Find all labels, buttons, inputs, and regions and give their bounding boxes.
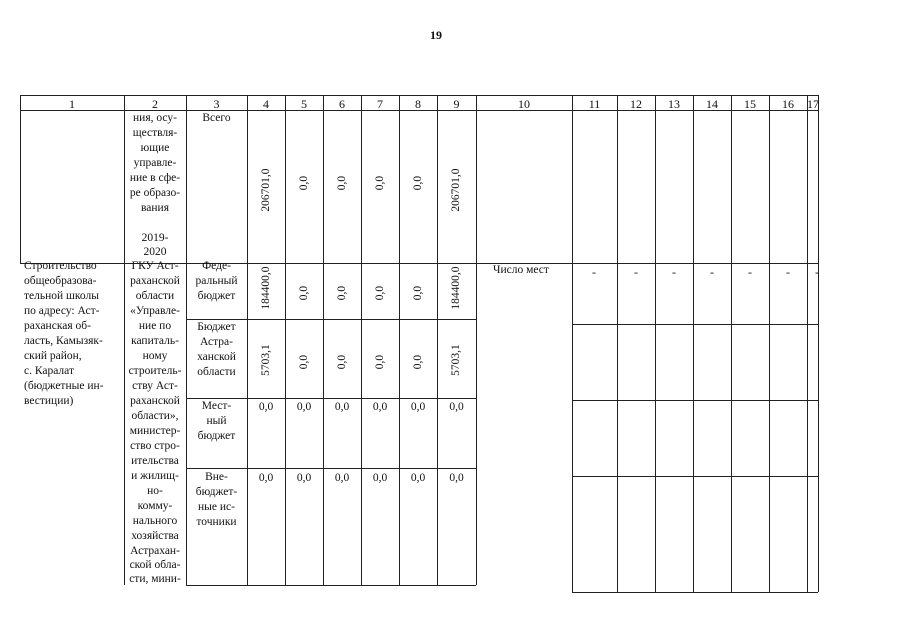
value-cell: 0,0: [412, 285, 424, 301]
col-border-17: [807, 95, 808, 592]
text-line: «Управле-: [130, 305, 180, 317]
header-cell: 2: [152, 97, 158, 111]
value-cell: 206701,0: [260, 168, 272, 212]
text-line: ние по: [138, 320, 172, 332]
text-line: нального: [132, 515, 178, 527]
text-line: Астра-: [200, 336, 233, 348]
value-cell: 0,0: [336, 175, 348, 191]
header-cell: 7: [377, 97, 383, 111]
indicator-value: -: [786, 265, 790, 279]
text-line: Мест-: [201, 400, 232, 412]
text-line: раханской: [130, 275, 180, 287]
value-cell: 0,0: [410, 472, 426, 484]
text-line: общеобразова-: [24, 275, 97, 287]
header-cell: 11: [588, 97, 601, 111]
col-border-10: [476, 95, 477, 585]
value-cell: 5703,1: [260, 344, 272, 376]
text-line: бюджет: [197, 290, 236, 302]
text-line: и жилищ-: [131, 470, 179, 482]
header-cell: 1: [69, 97, 75, 111]
text-line: но-: [147, 485, 163, 497]
value-cell: 0,0: [258, 401, 274, 413]
col-border-4: [247, 95, 248, 585]
value-cell: 0,0: [372, 472, 388, 484]
text-line: Астрахан-: [130, 545, 180, 557]
text-line: ГКУ Аст-: [131, 260, 179, 272]
text-line: ния, осу-: [133, 112, 177, 124]
value-cell: 0,0: [298, 354, 310, 370]
page-number: 19: [430, 28, 442, 42]
text-line: сти, мини-: [129, 573, 181, 585]
header-cell: 15: [744, 97, 756, 111]
text-line: по адресу: Аст-: [24, 305, 100, 317]
value-cell: 0,0: [449, 401, 464, 413]
col-border-7: [361, 95, 362, 585]
text-line: строитель-: [128, 365, 182, 377]
row-divider-local: [186, 468, 476, 469]
value-cell: 0,0: [298, 175, 310, 191]
text-line: Вне-: [205, 471, 228, 483]
header-cell: 4: [263, 97, 269, 111]
header-cell: 10: [518, 97, 530, 111]
value-cell: 206701,0: [450, 168, 462, 212]
text-line: бюджет-: [195, 486, 238, 498]
text-line: вестиции): [24, 395, 74, 407]
text-line: управле-: [133, 157, 177, 169]
col-border-right: [818, 95, 819, 592]
col-border-9: [437, 95, 438, 585]
header-cell: 3: [213, 97, 220, 111]
text-line: ние в сфе-: [129, 172, 181, 184]
header-cell: 8: [415, 97, 421, 111]
text-line: Бюджет: [197, 321, 236, 333]
value-cell: 0,0: [374, 175, 386, 191]
value-cell: 0,0: [449, 472, 464, 484]
text-line: ющие: [140, 142, 170, 154]
row-divider-federal-right: [572, 324, 818, 325]
col-border-15: [731, 95, 732, 592]
table-bottom-right: [572, 592, 818, 593]
table-bottom-mid: [186, 585, 476, 586]
text-line: министер-: [129, 425, 181, 437]
col-border-11: [572, 95, 573, 592]
col-border-13: [655, 95, 656, 592]
text-line: раханской: [130, 395, 180, 407]
value-cell: 0,0: [334, 401, 350, 413]
text-line: 2019-: [141, 232, 169, 244]
text-line: комму-: [137, 500, 173, 512]
row-divider-local-right: [572, 476, 818, 477]
header-cell: 14: [706, 97, 718, 111]
text-line: ский район,: [24, 350, 82, 362]
text-line: вания: [141, 202, 169, 214]
indicator-label: Число мест: [493, 264, 549, 276]
value-cell: 0,0: [296, 401, 312, 413]
text-line: области»,: [131, 410, 179, 422]
text-line: хозяйства: [131, 530, 179, 542]
table-top-border: [20, 95, 818, 96]
text-line: ральный: [195, 275, 238, 287]
value-cell: 0,0: [298, 285, 310, 301]
text-line: точники: [196, 516, 237, 528]
col-border-8: [399, 95, 400, 585]
text-line: ской обла-: [129, 559, 181, 571]
col-border-6: [323, 95, 324, 585]
value-cell: 5703,1: [450, 344, 462, 376]
text-line: бюджет: [197, 430, 236, 442]
text-line: ные ис-: [198, 501, 235, 513]
text-line: ство стро-: [130, 440, 180, 452]
header-cell: 6: [339, 97, 345, 111]
value-cell: 0,0: [336, 285, 348, 301]
header-cell: 16: [782, 97, 794, 111]
row-divider-regional-right: [572, 400, 818, 401]
header-cell: 17: [807, 97, 819, 111]
text-line: ству Аст-: [132, 380, 178, 392]
value-cell: 0,0: [372, 401, 388, 413]
value-cell: 0,0: [334, 472, 350, 484]
text-line: капиталь-: [131, 335, 179, 347]
value-cell: 0,0: [374, 354, 386, 370]
col-border-16: [769, 95, 770, 592]
col-border-14: [693, 95, 694, 592]
text-line: ществля-: [132, 127, 178, 139]
header-cell: 9: [453, 97, 460, 111]
value-cell: 0,0: [296, 472, 312, 484]
header-cell: 5: [301, 97, 307, 111]
col-border-12: [617, 95, 618, 592]
value-cell: 0,0: [410, 401, 426, 413]
text-line: 2020: [143, 246, 167, 258]
text-line: ханской: [197, 351, 236, 363]
text-line: Строительство: [24, 260, 97, 272]
text-line: тельной школы: [24, 290, 99, 302]
value-cell: 184400,0: [260, 266, 272, 310]
indicator-value: -: [634, 265, 638, 279]
header-cell: 12: [630, 97, 642, 111]
text-line: с. Каралат: [24, 365, 75, 377]
indicator-value: -: [815, 265, 819, 279]
value-cell: 0,0: [412, 175, 424, 191]
text-line: (бюджетные ин-: [24, 380, 104, 392]
indicator-value: -: [710, 265, 714, 279]
text-line: ный: [206, 415, 227, 427]
text-line: ласть, Камызяк-: [24, 335, 103, 347]
text-line: области: [197, 366, 236, 378]
col-border-5: [285, 95, 286, 585]
indicator-value: -: [748, 265, 752, 279]
value-cell: 0,0: [336, 354, 348, 370]
text-line: ному: [142, 350, 168, 362]
text-line: Феде-: [202, 260, 231, 272]
text-line: ительства: [131, 455, 179, 467]
value-cell: 0,0: [258, 472, 274, 484]
col-border-1: [20, 95, 21, 263]
value-cell: 0,0: [412, 354, 424, 370]
value-cell: 0,0: [374, 285, 386, 301]
text-line: области: [135, 290, 175, 302]
total-label: Всего: [202, 112, 231, 124]
value-cell: 184400,0: [450, 266, 462, 310]
text-line: раханская об-: [24, 320, 91, 332]
indicator-value: -: [672, 265, 676, 279]
header-cell: 13: [668, 97, 680, 111]
text-line: ре образо-: [129, 187, 181, 199]
indicator-value: -: [592, 265, 596, 279]
